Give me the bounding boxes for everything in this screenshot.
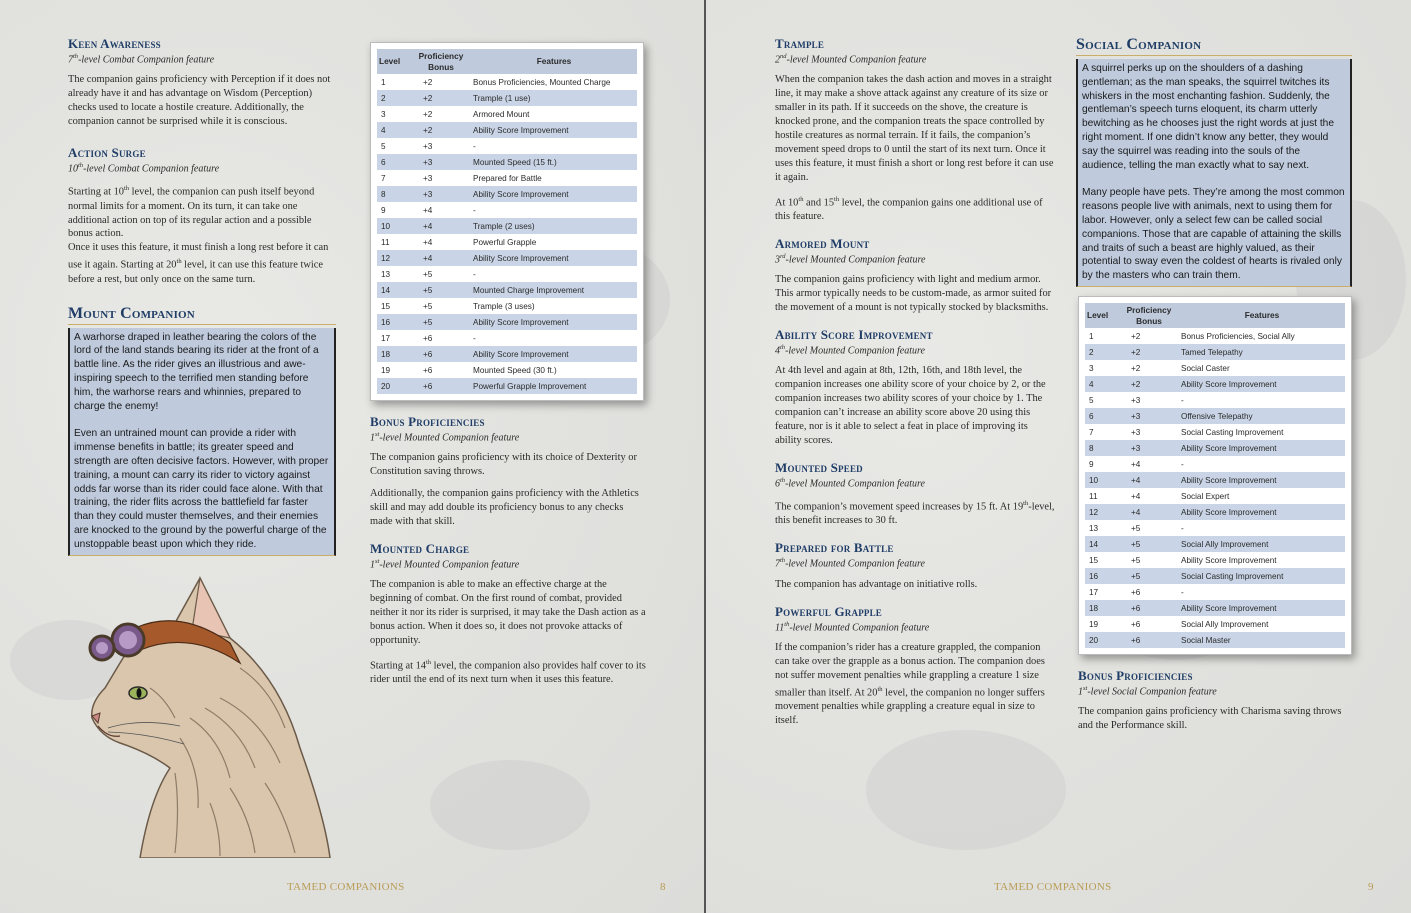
mounted-speed-text: The companion’s movement speed increases by 15 ft. At 19th-level, this benefit increases to 30 ft. [775, 500, 1055, 527]
proficiency-cell: +4 [411, 250, 471, 266]
feature-cell: Mounted Charge Improvement [471, 282, 637, 298]
level-cell: 9 [1089, 459, 1094, 469]
feature-cell: - [473, 269, 476, 279]
table-row [1085, 552, 1345, 568]
armored-mount-text: The companion gains proficiency with light and medium armor. This armor typically needs to be custom-made, as armor suited for the movement of a mount is not typically stocked by blacksmiths. [775, 274, 1052, 313]
right-left-column [775, 36, 1055, 740]
feature-cell: Social Master [1179, 632, 1345, 648]
prepared-for-battle-heading: Prepared for Battle [775, 540, 894, 556]
table-header-features: Features [1179, 303, 1345, 328]
armored-mount-subtitle: 3rd-level Mounted Companion feature [775, 252, 926, 266]
level-cell: 15 [381, 301, 391, 311]
feature-cell: Social Expert [1181, 491, 1230, 501]
proficiency-cell: +5 [423, 269, 433, 279]
proficiency-cell: +6 [411, 378, 471, 394]
proficiency-cell: +2 [411, 122, 471, 138]
table-row [377, 138, 637, 154]
feature-cell: Mounted Speed (30 ft.) [473, 365, 557, 375]
level-cell: 10 [377, 218, 411, 234]
feature-cell: Ability Score Improvement [1179, 376, 1345, 392]
keen-awareness-text: The companion gains proficiency with Perception if it does not already have it and has advantage on Wisdom (Perception) checks used to locate a hostile creature. Additionally, the companion cannot be surprised while it is conscious. [68, 74, 331, 128]
table-header-features: Features [471, 49, 637, 74]
social-table-body [1085, 328, 1345, 648]
mounted-charge-text-2: Starting at 14th level, the companion also provides half cover to its rider until the end of its next turn when it uses this feature. [370, 658, 646, 686]
table-row [1085, 632, 1345, 648]
middle-column [370, 414, 648, 699]
page-number-right: 9 [1368, 881, 1374, 893]
armored-mount-section [775, 236, 1055, 315]
table-row [377, 90, 637, 106]
table-header-proficiency: Proficiency Bonus [411, 49, 471, 74]
right-page [706, 0, 1411, 913]
feature-cell: - [1181, 395, 1184, 405]
feature-cell: - [473, 205, 476, 215]
level-cell: 12 [1085, 504, 1119, 520]
level-cell: 17 [1089, 587, 1099, 597]
prepared-for-battle-subtitle: 7th-level Mounted Companion feature [775, 557, 925, 570]
level-cell: 7 [381, 173, 386, 183]
feature-cell: Ability Score Improvement [1181, 555, 1277, 565]
proficiency-cell: +3 [1131, 427, 1141, 437]
feature-cell: Social Casting Improvement [1179, 568, 1345, 584]
level-cell: 11 [1089, 491, 1098, 501]
level-cell: 6 [377, 154, 411, 170]
ink-blot [430, 760, 590, 850]
table-row [1085, 584, 1345, 600]
keen-awareness-subtitle: 7th-level Combat Companion feature [68, 53, 215, 66]
feature-cell: Ability Score Improvement [471, 346, 637, 362]
table-row [1085, 616, 1345, 632]
proficiency-cell: +3 [1119, 408, 1179, 424]
table-row [377, 218, 637, 234]
mount-table-body [377, 74, 637, 394]
feature-cell: Trample (2 uses) [471, 218, 637, 234]
action-surge-section [68, 145, 336, 287]
proficiency-cell: +4 [1131, 459, 1141, 469]
table-row [1085, 392, 1345, 408]
mount-companion-sidebar-note [68, 328, 336, 556]
level-cell: 20 [1085, 632, 1119, 648]
feature-cell: Trample (3 uses) [473, 301, 535, 311]
mounted-charge-subtitle: 1st-level Mounted Companion feature [370, 557, 520, 571]
feature-cell: - [473, 141, 476, 151]
table-row [377, 298, 637, 314]
powerful-grapple-text: If the companion’s rider has a creature grappled, the companion can take over the grapple as a bonus action. The companion does not suffer movement penalties while grappling a creature 1 size smaller than itself. At 20th level, the companion no longer suffers movement penalties while grappling a creature equal in size to itself. [775, 641, 1045, 726]
action-surge-subtitle: 10th-level Combat Companion feature [68, 161, 220, 175]
feature-cell: Ability Score Improvement [471, 314, 637, 330]
level-cell: 12 [377, 250, 411, 266]
feature-cell: - [1181, 587, 1184, 597]
level-cell: 8 [377, 186, 411, 202]
proficiency-cell: +5 [1119, 536, 1179, 552]
proficiency-cell: +6 [1119, 632, 1179, 648]
level-cell: 11 [381, 237, 390, 247]
action-surge-text-1: Starting at 10th level, the companion can push itself beyond normal limits for a moment. On its turn, it can take one additional action on top of its regular action and a possible bonus action. [68, 185, 315, 240]
feature-cell: - [473, 333, 476, 343]
proficiency-cell: +4 [411, 218, 471, 234]
proficiency-cell: +3 [411, 186, 471, 202]
cat-with-goggles-illustration [80, 568, 340, 858]
table-row [377, 170, 637, 186]
table-row [1085, 408, 1345, 424]
level-cell: 20 [377, 378, 411, 394]
table-row [377, 74, 637, 90]
table-header-level: Level [1085, 303, 1119, 328]
page-number-left: 8 [660, 881, 666, 893]
level-cell: 7 [1089, 427, 1094, 437]
proficiency-cell: +2 [411, 90, 471, 106]
mount-companion-heading: Mount Companion [68, 305, 336, 325]
mounted-charge-heading: Mounted Charge [370, 540, 470, 556]
proficiency-cell: +2 [1119, 376, 1179, 392]
feature-cell: Prepared for Battle [473, 173, 542, 183]
mount-companion-table [377, 49, 637, 394]
feature-cell: Armored Mount [473, 109, 530, 119]
mount-companion-note-p1: A warhorse draped in leather bearing the colors of the lord of the land stands bearing its rider at the front of a battle line. As the rider gives an illustrious and awe-inspiring speech to the terrified men standing before him, the warhorse rears and whinnies, prepared to charge the enemy! [74, 331, 319, 412]
table-header-level: Level [377, 49, 411, 74]
action-surge-text-2: Once it uses this feature, it must finish a long rest before it can use it again. Starting at 20th level, it can use this feature twice before a rest, but only once on the same turn. [68, 242, 329, 285]
proficiency-cell: +4 [1119, 472, 1179, 488]
feature-cell: Social Ally Improvement [1181, 619, 1269, 629]
mount-companion-note-p2: Even an untrained mount can provide a rider with immense benefits in battle; its greater speed and strength are often decisive factors. However, with proper training, a mount can carry its rider to victory against odds far worse than its rider could face alone. With that training, the rider flits across the battlefield far faster than they could muster themselves, and their enemies are knocked to the ground by the powerful charge of the unstoppable beast upon which they ride. [74, 428, 329, 550]
feature-cell: - [1181, 523, 1184, 533]
table-row [377, 282, 637, 298]
feature-cell: Ability Score Improvement [471, 122, 637, 138]
table-header-proficiency: Proficiency Bonus [1119, 303, 1179, 328]
feature-cell: Bonus Proficiencies, Mounted Charge [473, 77, 611, 87]
feature-cell: Ability Score Improvement [1179, 504, 1345, 520]
level-cell: 2 [377, 90, 411, 106]
feature-cell: - [1181, 459, 1184, 469]
proficiency-cell: +5 [423, 301, 433, 311]
proficiency-cell: +3 [423, 173, 433, 183]
feature-cell: Ability Score Improvement [471, 186, 637, 202]
table-row [1085, 488, 1345, 504]
bonus-proficiencies-heading: Bonus Proficiencies [370, 414, 485, 429]
proficiency-cell: +3 [1119, 440, 1179, 456]
level-cell: 15 [1089, 555, 1099, 565]
prepared-for-battle-section [775, 540, 1055, 591]
feature-cell: Ability Score Improvement [1179, 472, 1345, 488]
trample-subtitle: 2nd-level Mounted Companion feature [775, 53, 927, 66]
social-bonus-subtitle: 1st-level Social Companion feature [1078, 685, 1217, 698]
mount-companion-section [68, 305, 336, 556]
feature-cell: Ability Score Improvement [1179, 440, 1345, 456]
table-row [1085, 360, 1345, 376]
level-cell: 19 [1089, 619, 1099, 629]
proficiency-cell: +5 [1119, 568, 1179, 584]
social-bonus-heading: Bonus Proficiencies [1078, 668, 1193, 683]
table-row [1085, 376, 1345, 392]
proficiency-cell: +4 [423, 237, 433, 247]
feature-cell: Tamed Telepathy [1179, 344, 1345, 360]
level-cell: 9 [381, 205, 386, 215]
table-row [1085, 472, 1345, 488]
proficiency-cell: +2 [423, 109, 433, 119]
table-row [1085, 600, 1345, 616]
table-row [1085, 440, 1345, 456]
level-cell: 4 [1085, 376, 1119, 392]
social-companion-section [1076, 36, 1352, 287]
proficiency-cell: +6 [1131, 587, 1141, 597]
bonus-proficiencies-text-1: The companion gains proficiency with its choice of Dexterity or Constitution saving throws. [370, 452, 637, 478]
feature-cell: Ability Score Improvement [471, 250, 637, 266]
trample-section [775, 36, 1055, 224]
mount-companion-table-box [370, 42, 644, 401]
level-cell: 8 [1085, 440, 1119, 456]
proficiency-cell: +5 [1131, 555, 1141, 565]
mounted-speed-section [775, 460, 1055, 529]
feature-cell: Ability Score Improvement [1179, 600, 1345, 616]
level-cell: 5 [381, 141, 386, 151]
proficiency-cell: +6 [1131, 619, 1141, 629]
table-row [1085, 344, 1345, 360]
level-cell: 3 [1089, 363, 1094, 373]
mounted-charge-section [370, 541, 648, 687]
ability-score-text: At 4th level and again at 8th, 12th, 16th, and 18th level, the companion increases one ability score of your choice by 2, or the companion increases two ability scores of your choice by 1. The companion can’t increase an ability score above 20 using this feature, nor is it able to select a feat in place of improving its ability scores. [775, 365, 1046, 446]
feature-cell: Trample (1 use) [471, 90, 637, 106]
powerful-grapple-heading: Powerful Grapple [775, 603, 883, 619]
table-row [1085, 504, 1345, 520]
level-cell: 4 [377, 122, 411, 138]
level-cell: 6 [1085, 408, 1119, 424]
proficiency-cell: +2 [1131, 331, 1141, 341]
level-cell: 5 [1089, 395, 1094, 405]
proficiency-cell: +6 [423, 333, 433, 343]
left-column [68, 36, 336, 556]
table-row [377, 122, 637, 138]
table-row [1085, 520, 1345, 536]
mounted-speed-subtitle: 6th-level Mounted Companion feature [775, 476, 925, 489]
proficiency-cell: +3 [423, 141, 433, 151]
right-right-column [1076, 36, 1352, 287]
social-bonus-section [1078, 668, 1354, 733]
feature-cell: Social Caster [1181, 363, 1230, 373]
ability-score-section [775, 327, 1055, 448]
proficiency-cell: +6 [411, 346, 471, 362]
proficiency-cell: +3 [411, 154, 471, 170]
cat-illustration-svg [80, 568, 340, 858]
table-row [377, 234, 637, 250]
level-cell: 3 [381, 109, 386, 119]
trample-text-2: At 10th and 15th level, the companion gains one additional use of this feature. [775, 195, 1043, 222]
proficiency-cell: +3 [1131, 395, 1141, 405]
mounted-speed-heading: Mounted Speed [775, 459, 863, 475]
trample-heading: Trample [775, 36, 825, 51]
proficiency-cell: +4 [1119, 504, 1179, 520]
table-row [1085, 328, 1345, 344]
ink-blot [866, 730, 1066, 850]
level-cell: 14 [1085, 536, 1119, 552]
level-cell: 1 [381, 77, 386, 87]
level-cell: 14 [377, 282, 411, 298]
proficiency-cell: +6 [423, 365, 433, 375]
footer-title-right: TAMED COMPANIONS [994, 881, 1112, 893]
bonus-proficiencies-section [370, 414, 648, 529]
powerful-grapple-subtitle: 11th-level Mounted Companion feature [775, 620, 930, 633]
proficiency-cell: +2 [423, 77, 433, 87]
table-row [377, 314, 637, 330]
table-row [377, 330, 637, 346]
table-row [377, 362, 637, 378]
level-cell: 16 [377, 314, 411, 330]
table-row [1085, 536, 1345, 552]
proficiency-cell: +6 [1119, 600, 1179, 616]
feature-cell: Social Ally Improvement [1179, 536, 1345, 552]
level-cell: 2 [1085, 344, 1119, 360]
level-cell: 1 [1089, 331, 1094, 341]
proficiency-cell: +5 [1131, 523, 1141, 533]
social-bonus-column [1078, 668, 1354, 745]
trample-text-1: When the companion takes the dash action and moves in a straight line, it may make a shove attack against any creature of its size or smaller in its path. If it succeeds on the shove, the creature is knocked prone, and the companion treats the space controlled by hostile creatures as normal terrain. If it fails, the companion’s movement speed drops to 0 until the start of its next turn. Once it uses this feature, it must finish a short or long rest before it can use it again. [775, 74, 1054, 183]
powerful-grapple-section [775, 604, 1055, 728]
table-row [377, 250, 637, 266]
social-companion-table-box [1078, 296, 1352, 655]
feature-cell: Powerful Grapple [473, 237, 537, 247]
feature-cell: Mounted Speed (15 ft.) [471, 154, 637, 170]
table-row [377, 106, 637, 122]
level-cell: 18 [1085, 600, 1119, 616]
keen-awareness-heading: Keen Awareness [68, 36, 161, 51]
feature-cell: Bonus Proficiencies, Social Ally [1181, 331, 1295, 341]
table-row [1085, 456, 1345, 472]
social-companion-heading: Social Companion [1076, 36, 1352, 56]
table-row [377, 186, 637, 202]
table-row [377, 346, 637, 362]
table-row [377, 202, 637, 218]
table-row [377, 266, 637, 282]
feature-cell: Powerful Grapple Improvement [471, 378, 637, 394]
left-page [0, 0, 705, 913]
level-cell: 10 [1085, 472, 1119, 488]
level-cell: 17 [381, 333, 391, 343]
action-surge-heading: Action Surge [68, 144, 146, 160]
table-row [377, 378, 637, 394]
prepared-for-battle-text: The companion has advantage on initiative rolls. [775, 578, 978, 590]
bonus-proficiencies-subtitle: 1st-level Mounted Companion feature [370, 431, 520, 444]
ability-score-heading: Ability Score Improvement [775, 326, 933, 342]
footer-title-left: TAMED COMPANIONS [287, 881, 405, 893]
ability-score-subtitle: 4th-level Mounted Companion feature [775, 343, 925, 357]
proficiency-cell: +2 [1119, 344, 1179, 360]
social-companion-note-p2: Many people have pets. They’re among the most common reasons people live with animals, next to using them for labor. However, only a select few can be called social companions. Those that are capable of attaining the skills and traits of such a beast are highly valued, as their potential to sway even the coldest of hearts is rivaled only by the masters who can train them. [1082, 187, 1345, 282]
social-companion-table [1085, 303, 1345, 648]
table-row [1085, 568, 1345, 584]
social-companion-sidebar-note [1076, 59, 1352, 287]
keen-awareness-section [68, 36, 336, 129]
armored-mount-heading: Armored Mount [775, 235, 870, 251]
level-cell: 16 [1085, 568, 1119, 584]
level-cell: 19 [381, 365, 391, 375]
proficiency-cell: +5 [411, 314, 471, 330]
feature-cell: Offensive Telepathy [1179, 408, 1345, 424]
level-cell: 13 [381, 269, 391, 279]
mounted-charge-text-1: The companion is able to make an effective charge at the beginning of combat. On the first round of combat, provided neither it nor its rider is surprised, it may take the Dash action as a bonus action. When it does so, it does not provoke attacks of opportunity. [370, 579, 646, 646]
social-companion-note-p1: A squirrel perks up on the shoulders of a dashing gentleman; as the man speaks, the squirrel twitches its whiskers in the most enchanting fashion. Suddenly, the gentleman’s speech turns eloquent, its charm utterly bewitching as he chooses just the right words at just the right moment. If one didn’t know any better, they would say the squirrel was reading into the souls of the audience, telling the man exactly what to say next. [1082, 63, 1334, 171]
table-row [1085, 424, 1345, 440]
feature-cell: Social Casting Improvement [1181, 427, 1284, 437]
proficiency-cell: +5 [411, 282, 471, 298]
bonus-proficiencies-text-2: Additionally, the companion gains proficiency with the Athletics skill and may add double its proficiency bonus to any checks made with that skill. [370, 488, 639, 527]
proficiency-cell: +4 [423, 205, 433, 215]
level-cell: 13 [1089, 523, 1099, 533]
level-cell: 18 [377, 346, 411, 362]
proficiency-cell: +2 [1131, 363, 1141, 373]
proficiency-cell: +4 [1131, 491, 1141, 501]
social-bonus-text: The companion gains proficiency with Charisma saving throws and the Performance skill. [1078, 706, 1342, 732]
table-row [377, 154, 637, 170]
